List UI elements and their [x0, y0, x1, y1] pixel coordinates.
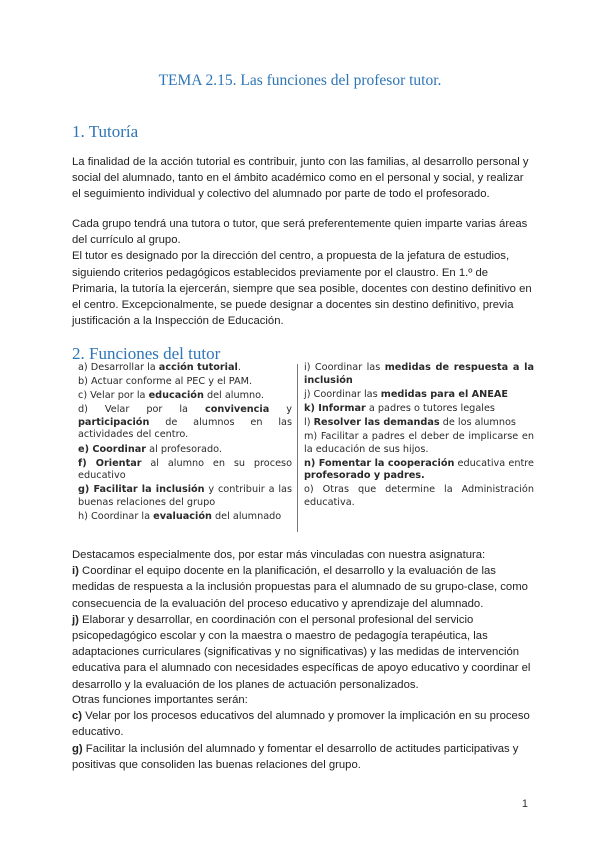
- page-title: TEMA 2.15. Las funciones del profesor tutor.: [158, 72, 442, 89]
- functions-left-column: [78, 362, 292, 525]
- section-heading-tutoria: 1. Tutoría: [72, 122, 139, 141]
- paragraph-item-i: i) Coordinar el equipo docente en la planificación, el desarrollo y la evaluación de las medidas de respuesta a la inclusión propuestas para el alumnado de su grupo-clase, como consecuencia de la evaluación del proceso educativo y aprendizaje del alumnado.: [72, 565, 528, 610]
- function-item-d: d) Velar por la convivencia y participación de alumnos en las actividades del centro.: [78, 404, 292, 441]
- function-item-j: j) Coordinar las medidas para el ANEAE: [304, 388, 509, 400]
- function-item-e: e) Coordinar al profesorado.: [78, 443, 222, 455]
- paragraph-text: Otras funciones importantes serán:: [72, 694, 248, 706]
- paragraph-grupo-tutor: [72, 216, 532, 329]
- paragraph-item-g: g) Facilitar la inclusión del alumnado y fomentar el desarrollo de actitudes participativas y positivas que consoliden las buenas relaciones del grupo.: [72, 742, 519, 771]
- paragraph-text: Cada grupo tendrá una tutora o tutor, que será preferentemente quien imparte varias áreas del currículo al grupo.: [72, 218, 528, 247]
- function-item-b: b) Actuar conforme al PEC y el PAM.: [78, 376, 253, 388]
- paragraph-item-c: c) Velar por los procesos educativos del alumnado y promover la implicación en su proceso educativo.: [72, 710, 530, 739]
- function-item-g: g) Facilitar la inclusión y contribuir a las buenas relaciones del grupo: [78, 484, 293, 508]
- paragraph-otras-funciones: [72, 692, 532, 773]
- function-item-l: l) Resolver las demandas de los alumnos: [304, 416, 516, 428]
- section-heading-funciones: 2. Funciones del tutor: [72, 344, 221, 363]
- function-item-m: m) Facilitar a padres el deber de implicarse en la educación de sus hijos.: [304, 430, 534, 455]
- paragraph-text: La finalidad de la acción tutorial es contribuir, junto con las familias, al desarrollo personal y social del alumnado, tanto en el ámbito académico como en el personal y social, y realizar el seguimiento individual y colectivo del alumnado por parte de todo el profesorado.: [72, 156, 529, 201]
- function-item-o: o) Otras que determine la Administración educativa.: [304, 484, 534, 508]
- paragraph-destacamos: [72, 547, 532, 693]
- paragraph-text: El tutor es designado por la dirección del centro, a propuesta de la jefatura de estudios, siguiendo criterios pedagógicos establecidos previamente por el claustro. En 1.º de Primaria, la tutoría la ejercerán, siempre que sea posible, docentes con destino definitivo en el centro. Excepcionalmente, se puede designar a docentes sin destino definitivo, previa justificación a la Inspección de Educación.: [72, 250, 532, 328]
- function-item-k: k) Informar a padres o tutores legales: [304, 402, 495, 414]
- page-number: 1: [521, 798, 528, 810]
- functions-right-column: [304, 362, 534, 511]
- function-item-h: h) Coordinar la evaluación del alumnado: [78, 511, 282, 523]
- column-divider: [297, 364, 298, 532]
- paragraph-text: Destacamos especialmente dos, por estar más vinculadas con nuestra asignatura:: [72, 549, 486, 561]
- function-item-n: n) Fomentar la cooperación educativa entre profesorado y padres.: [304, 457, 534, 482]
- paragraph-finalidad: [72, 154, 532, 203]
- function-item-c: c) Velar por la educación del alumno.: [78, 390, 264, 402]
- function-item-f: f) Orientar al alumno en su proceso educativo: [78, 457, 292, 482]
- function-item-i: i) Coordinar las medidas de respuesta a la inclusión: [304, 362, 535, 386]
- paragraph-item-j: j) Elaborar y desarrollar, en coordinación con el personal profesional del servicio psicopedagógico escolar y con la maestra o maestro de pedagogía terapéutica, las adaptaciones curriculares (significativas y no significativas) y las medidas de intervención educativa para el alumnado con necesidades específicas de apoyo educativo y coordinar el desarrollo y la evaluación de los planes de actuación personalizados.: [72, 613, 531, 691]
- function-item-a: a) Desarrollar la acción tutorial.: [78, 362, 241, 373]
